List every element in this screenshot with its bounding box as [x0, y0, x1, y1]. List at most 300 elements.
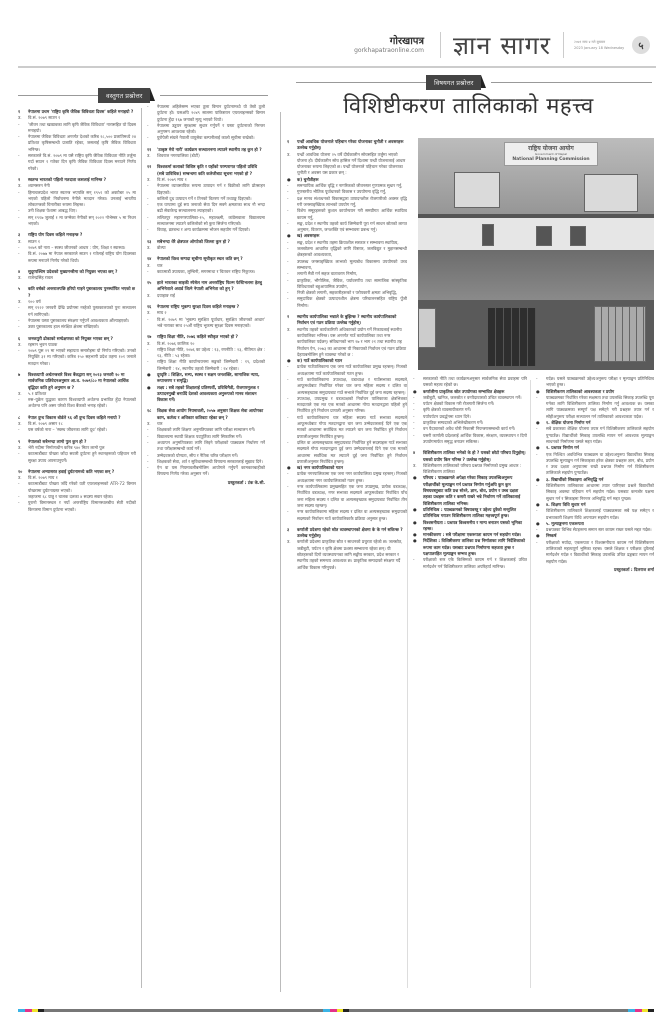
list-item: - जहाजमा ६८ यात्रु र चालक दलका ४ सदस्य सवार रहेका। [18, 494, 114, 500]
header-rule [296, 82, 426, 83]
dash-icon: - [287, 364, 289, 370]
list-item: - सरकारले वि.सं. २०७९ मा यसै राष्ट्रिय कृषि जैविक विविधता नीति तर्जुमा गर्दा साउन १ गतेका दिन कृषि जैविक विविधता दिवस मनाउने निर्णय गरेको। [18, 153, 136, 171]
question: १ नेपालमा प्रथम 'राष्ट्रिय कृषि जैविक विविधता दिवस' कहिले मनाइयो ? [18, 109, 134, 114]
list-item: - सन् १९१७ जुलाई १ मा जन्मेका नेगीको सन् २०२२ नोभेम्बर ५ मा निधन भएको। [18, 214, 136, 227]
dash-icon: - [147, 458, 149, 464]
answer-marker: उ. [18, 390, 22, 396]
list-item: - दक्ष मानव संशाधनको विकासद्वारा उत्पादनशील रोजगारीको अवसर वृद्धि गरी जनसाङ्ख्यिक लाभको उपयोग गर्नु, [287, 195, 407, 207]
dash-icon: - [536, 376, 538, 381]
question-number: १० [18, 468, 23, 474]
list-item: - गुणस्तरीय भौतिक पूर्वाधारको विकास र उपयोगमा वृद्धि गर्नु, [287, 189, 387, 195]
dash-icon: - [287, 296, 289, 302]
list-item: - २०७९ पुस २९ मा भएको सहायता समारोहमा यो निर्णय गरिएको। उनको नियुक्ति ३१ मा गरिएको। करिब १५० सहभागी प्रदेश तहमा १०१ जनाले मतदान गरेका। [18, 348, 136, 366]
header-rule [160, 95, 268, 96]
list-item: - नेपालमा जैविक विविधता अन्तर्गत देशको करिब २८,५०० प्रजातिमध्ये २४ प्रतिशत कृषिसम्बन्धी प्रजाति रहेका, जसलाई कृषि जैविक विविधता भनिन्छ। [18, 134, 136, 152]
window [454, 172, 500, 208]
dash-icon: - [287, 484, 289, 490]
masthead-divider [440, 32, 441, 58]
answer-marker: उ. [147, 310, 151, 316]
subheading-bullet: ● ५. मूल्याङ्कनमा एकरूपता [536, 520, 584, 526]
list-item: - वि.सं. २०७९ मा 'भूकम्प सुरक्षित पूर्वाधार, सुरक्षित जीवनको आधार' भन्ने नाराका साथ २५औं राष्ट्रिय भूकम्प सुरक्षा दिवस मनाइएको। [147, 316, 265, 328]
list-item: - ऐन वा यस नियमावलीबमोजिम आयोगले गर्नुपर्ने कामकारबाहीको विषयमा निर्णय गरेका अनुसार गर्ने। [147, 465, 265, 477]
subheading-bullet: ● ४. शिक्षण विधि सुधार गर्न [536, 501, 586, 507]
list-item: - काठमाडौंबाट पोखरा जाँदै गरेको यती एयरलाइन्सको ATR-72 विमान पोखरामा दुर्घटनाग्रस्त भएको। [18, 481, 136, 493]
question: २ स्वतन्त्र भारतको पहिलो मतदाता कसलाई मानिन्छ ? [18, 176, 107, 182]
window [570, 226, 586, 246]
dash-icon: - [18, 208, 20, 214]
dash-icon: - [147, 268, 149, 274]
list-item: - वन पैदावारको अवैध चोरी निकासी नियन्त्रणसम्बन्धी कार्य गर्ने। [413, 426, 516, 432]
list-item: - सङ्घ, प्रदेश र स्थानीय तहमा क्रियाशील सरकार र सम्भावना स्थायित्व, [287, 239, 399, 245]
dash-icon: - [18, 451, 20, 457]
list-item: - सङ्घ, प्रदेश र स्थानीय तहको कार्य जिम्मेवारी पूरा गर्न साधन स्रोतको लागत अनुमान, वितरण, जनशक्ति एवं सम्भावना प्रबन्ध गर्नु। [287, 220, 407, 233]
list-item: - परीक्षाको मर्यादा, एकरूपता र विश्वसनीयता कायम गर्न विशिष्टीकरण तालिकाको महत्त्वपूर्ण भूमिका रहन्छ। यसले शिक्षक र परीक्षक दुवैलाई मार्गदर्शन गर्दछ र विद्यार्थीको सिकाइ उपलब्धि उचित ढङ्गबाट मापन गर्न सहयोग गर्दछ। [536, 539, 654, 564]
answer-marker: उ. [287, 151, 291, 157]
question: १० नेपालमा अभ्यासरत हवाई दुर्घटनामध्ये कति भएका छन् ? [18, 468, 115, 474]
question-number: २ [287, 314, 290, 320]
question-number: ८ [18, 414, 21, 420]
question-number: २ [18, 176, 21, 182]
question: ५ कति वर्षको अन्तरालपछि हरियो गाइने पुस्तकालय पुनर्स्थापित भएको छ ? [18, 286, 135, 298]
answer-marker: उ. [287, 539, 291, 545]
column-divider [141, 108, 142, 988]
bullet-icon: ● [413, 475, 417, 481]
dash-icon: - [18, 153, 20, 159]
answer-marker: उ. [147, 421, 151, 427]
answer: उ. वि.सं. २०७९ असार १८ [18, 421, 63, 427]
list-item: - पाठ्यक्रमका निर्धारित गरेका सक्षमता तथा उपलब्धि सिकाइ उपलब्धि पूरा गर्नका लागि विशिष्टीकरण तालिका निर्माण गर्नु आवश्यक छ। यसका लागि पाठ्यक्रमका सम्पूर्ण पक्ष समेट्ने गरी प्रश्नहरू तयार गर्न र सोहीअनुरूप परीक्षा सञ्चालन गर्न तालिकाको आवश्यकता पर्दछ। [536, 394, 654, 419]
question-number: १७ [147, 334, 152, 340]
dash-icon: - [147, 135, 149, 141]
answer-marker: उ. [18, 275, 22, 281]
subheading-bullet: ● २. प्रश्नपत्र निर्माण गर्न [536, 445, 579, 451]
dash-icon: - [18, 481, 20, 487]
dash-icon: - [413, 557, 415, 563]
dash-icon: - [413, 420, 415, 426]
dash-icon: - [18, 324, 20, 330]
question: ८ नेपाल दुग्ध विकास बोर्डले ९६ औं दुग्ध दिवस कहिले मनायो ? [18, 414, 121, 420]
list-item: - यसरी कर्णाली प्रदेशलाई आर्थिक विकास, संरक्षण, व्यवस्थापन र दिगो उपयोगमार्फत समृद्ध बनाउन सकिन्छ। [413, 432, 527, 444]
answer-marker: उ. [287, 326, 291, 332]
bullet-icon: ● [413, 538, 417, 544]
subheading-bullet: ● ख) नगर कार्यपालिकाको गठन [287, 465, 343, 471]
bullet-icon: ● [147, 384, 151, 390]
list-item: - एक निश्चित अवधिभित्र पाठ्यक्रम वा उद्देश्यअनुरूप विद्यार्थीका सिकाइ उपलब्धि मूल्याङ्कन गर्न सिकाइका हरेक क्षेत्रका प्रश्नहरू ज्ञान, बोध, प्रयोग र उच्च दक्षता अनुपातमा राखी प्रश्नपत्र निर्माण गर्न विशिष्टीकरण तालिकाले सहयोग पुऱ्याउँछ। [536, 451, 654, 476]
print-registration-bar [18, 1009, 654, 1012]
bullet-icon: ● [287, 176, 291, 182]
left-section-header [18, 88, 268, 103]
dash-icon: - [18, 121, 20, 127]
list-item: - वि.सं. २०७७ मा नेपाल सरकारले साउन १ गतेलाई राष्ट्रिय योग दिवसका रूपमा मनाउने निर्णय गरेको थियो। [18, 251, 136, 263]
dash-icon: - [536, 426, 538, 432]
bullet-icon: ● [536, 533, 540, 539]
subheading-bullet: ● ख) अवसरहरू [287, 233, 320, 239]
right-section-label: विषयगत प्रश्नोत्तर [426, 75, 481, 90]
question: १५ हाले भारतका साइकी स्पेसेल नाम अन्तर्राष्ट्रिय फिल्म फेस्टिभलमा हेतबु अभिनेताले अवार्ड जित्ने नेपाली अभिनेता को हुन् ? [147, 280, 262, 292]
right-column-3 [536, 376, 654, 992]
list-item: - समन्यायिक आर्थिक वृद्धि र नागरिकको जीवनस्तर गुणात्मक सुधार गर्नु, [287, 183, 403, 189]
author-credit: प्रस्तुतकर्ता : टंक के.सी. [227, 479, 265, 485]
left-column-1 [18, 104, 136, 992]
bullet-icon: ● [536, 388, 540, 394]
answer-marker: उ. [147, 292, 151, 298]
dash-icon: - [147, 183, 149, 189]
subheading-bullet: ● लक्ष्य : सबै तहको शिक्षालाई प्रतिस्पर्धी, प्रविधिमैत्री, रोजगारमूलक र उत्पादनमुखी बनाउँदै देशको आवश्यकता अनुरूपको मानव संशाधन विकास गर्ने। [147, 384, 259, 403]
dash-icon: - [287, 509, 289, 515]
bullet-icon: ● [536, 445, 540, 451]
dash-icon: - [18, 305, 20, 311]
answer-marker: उ. [18, 115, 22, 121]
swatch-magenta [330, 1009, 337, 1012]
list-item: - विद्यालयमा स्थायी शिक्षक पदपूर्तिका लागि सिफारिस गर्ने। [147, 433, 243, 439]
masthead-divider [563, 32, 564, 58]
dash-icon: - [413, 426, 415, 432]
window [594, 306, 646, 362]
dash-icon: - [287, 183, 289, 189]
window [584, 174, 638, 212]
dash-icon: - [147, 195, 149, 201]
list-item: - प्राकृतिक सम्पदाको अभिलेखीकरण गर्ने। [413, 420, 484, 426]
list-item: - उपाध्यक्ष, उपप्रमुख र वडाध्यक्षको निर्वाचन पालिकाका क्षेत्रभित्रका मतदाताले एक मत एक मतको आधारमा गोप्य मतदानद्वारा पहिलो हुने निर्वाचित हुने निर्वाचन प्रणाली अनुसार गरिन्छ। [287, 395, 407, 414]
swatch-cyan [18, 1009, 25, 1012]
question: २ स्थानीय कार्यपालिका भन्नाले के बुझिन्छ ? स्थानीय कार्यपालिकाको निर्वाचन एवं गठन प्रक्रिया उल्लेख गर्नुहोस्। [287, 314, 397, 326]
dash-icon: - [287, 220, 289, 226]
list-item: - जडीबुटी, खनिज, जलस्रोत र वनपैदावारको उचित व्यवस्थापन गर्ने। [413, 394, 522, 400]
list-item: - पुरानो विमानस्थल र नयाँ अन्तर्राष्ट्रिय विमानस्थलबीच सेती नदीको किनारमा विमान दुर्घटना भएको। [18, 500, 136, 512]
question: ७ विश्वव्यापी अर्थतन्त्रबारे विश्व बैंकद्वारा सन् २०२३ जनवरी १० मा सार्वजनिक प्रतिवेदनअनुसार आ.व. २०७९/८० मा नेपालको आर्थिक वृद्धिदर कति हुने अनुमान छ ? [18, 371, 129, 390]
answer: उ. स्थानीय तहको कार्यकारिणी अधिकारको प्रयोग गर्ने निकायलाई स्थानीय कार्यपालिका भनिन्छ। यस अन्तर्गत गाउँ कार्यपालिका तथा नगर कार्यपालिका पर्दछन्। संविधानको भाग २७ र भाग २१ तथा स्थानीय तह निर्वाचन ऐन, २०७३ का आधारमा यी निकायको निर्वाचन एवं गठन प्रक्रिया देहायबमोजिम हुने व्यवस्था गरेको छ : [287, 326, 407, 357]
dash-icon: - [18, 494, 20, 500]
list-item: - नेपालमा व्यावसायिक रूपमा उत्पादन गर्न र विक्रीको लागि प्रोत्साहन दिइएको। [147, 183, 265, 195]
answer-marker: उ. [18, 444, 22, 450]
question: १६ नेपालमा राष्ट्रिय भूकम्प सुरक्षा दिवस कहिले मनाइन्छ ? [147, 304, 240, 310]
dash-icon: - [147, 359, 149, 365]
column-divider [530, 380, 531, 988]
list-item: - पर्यापर्यटन प्रवर्द्धनमा ध्यान दिने। [413, 413, 471, 419]
list-item: - गर्दछ। यसले पाठ्यक्रमको उद्देश्यअनुरूप परीक्षा र मूल्याङ्कन प्रतिनिधित्व भएको हुन्छ। [536, 376, 654, 388]
dash-icon: - [536, 508, 538, 514]
question: ३ कर्णाली प्रदेशमा रहेको स्रोत व्यवस्थापनको क्षेत्रमा के के गर्न सकिन्छ ? उल्लेख गर्नुहोस्। [287, 526, 403, 539]
question: ४ विशिष्टीकरण तालिका भनेको के हो ? यसको छोटो परिचय दिनुहोस्। यसको प्रयोग किन गरिन्छ ? उल्लेख गर्नुहोस्। [413, 450, 526, 462]
dash-icon: - [18, 134, 20, 140]
list-item: - युरोपेली संघले नेपाली वायुसेवा कम्पनीलाई कालो सूचीमा राखेको। [147, 135, 255, 141]
answer-marker: उ. [147, 262, 151, 268]
date-english: 2023 January 18 Wednesday [574, 46, 625, 50]
list-item: - दलित वा अल्पसङ्ख्यक समुदायबाट निर्वाचित हुने सदस्यहरू गाउँ सभाका सदस्यले गोप्य मतदानद्वारा दुई जना उम्मेदवारलाई दिने एक एक मतको आधारमा सर्वाधिक मत ल्याउने दुई जना निर्वाचित हुने निर्वाचन प्रणालीअनुसार निर्वाचित हुन्छन्। [287, 439, 407, 464]
dash-icon: - [287, 439, 289, 445]
list-item: - सरकारको नीति तथा कार्यक्रमअनुसार सार्वजनिक सेवा प्रवाहमा पनि यसको महत्त्व रहेको छ। [413, 376, 527, 388]
header-rule [18, 95, 98, 96]
list-item: - नेपालमा उड्डयन सुरक्षामा सुधार गर्नुपर्ने र यस्ता दुर्घटनाको निरन्तर अनुगमन आवश्यक रहेको। [147, 122, 265, 135]
question-number: १ [287, 139, 290, 144]
list-item: - विशिष्टीकरण तालिकाका आधारमा तयार पारिएका प्रश्नले विद्यार्थीको सिकाइ अवस्था पहिचान गर्न सहयोग गर्दछ। यसबाट कमजोर पक्षमा सुधार गर्न र सिकाइमा निरन्तर अभिवृद्धि गर्न मद्दत पुग्दछ। [536, 483, 654, 501]
answer: उ. पन्ध्रौं आवधिक योजना २५ वर्षे दीर्घकालीन सोचसहित तर्जुमा भएको योजना हो। दीर्घकालीन सोच हासिल गर्ने दिशामा पन्ध्रौं योजनालाई आधार योजनाका रूपमा लिइएको छ। पन्ध्रौं योजनाले पहिचान गरेका योजनाका चुनौती र अवसर यस प्रकार छन् : [287, 151, 406, 176]
answer-marker: उ. [18, 299, 22, 305]
subheading-bullet: ● दूरदृष्टि : शिक्षित, सभ्य, स्वस्थ र सक्षम जनशक्ति, सामाजिक न्याय, रूपान्तरण र समृद्धि। [147, 371, 260, 384]
dash-icon: - [413, 376, 415, 381]
dash-icon: - [287, 208, 289, 214]
question-number: ६ [18, 335, 21, 341]
answer: उ. रहमान भुवन पाठक [18, 341, 58, 347]
list-item: - उनी शिक्षक पेशामा आबद्ध थिए। [18, 208, 77, 214]
question-number: १६ [147, 304, 152, 310]
list-item: - शिक्षकको लागि शिक्षण अनुमतिपत्रका लागि परीक्षा सञ्चालन गर्ने। [147, 427, 256, 433]
question-number: १ [18, 109, 21, 114]
brand-block [354, 36, 424, 55]
answer: उ. विशिष्टीकरण तालिकाको परिचय प्रश्नपत्र निर्माणको प्रमुख आधार : विशिष्टीकरण तालिका [413, 462, 522, 475]
dash-icon: - [536, 394, 538, 400]
list-item: - नगर कार्यपालिकामा प्रमुखसहित एक जना उपप्रमुख, प्रत्येक वडाध्यक्ष, निर्वाचित वडाध्यक्ष, नगर सभाका सदस्यले आफूमध्येबाट निर्वाचित पाँच जना महिला सदस्य र दलित वा अल्पसङ्ख्यक समुदायबाट निर्वाचित तीन जना सदस्य रहन्छन्। [287, 484, 407, 508]
question-number: ३ [287, 526, 290, 532]
wall-panel [418, 308, 436, 348]
answer: उ. वि.सं. २०७९ माघ १ [18, 475, 58, 481]
list-item: - नेपालमा यस्ता पुस्तकालय संरक्षण गर्नुपर्ने आवश्यकता औंल्याइएको। [18, 317, 130, 323]
answer-marker: उ. [18, 421, 22, 427]
subheading-bullet: ● विश्वसनीयता : प्रश्नपत्र विश्वसनीय र मान्य बनाउन यसको भूमिका रहन्छ। [413, 519, 522, 531]
dash-icon: - [18, 251, 20, 257]
subheading-bullet: ● निष्कर्ष [536, 533, 557, 539]
rule-bar [349, 1009, 628, 1012]
list-item: - राष्ट्रिय शिक्षा नीति कार्यान्वयनमा सङ्घको जिम्मेवारी : १९, प्रदेशको जिम्मेवारी : १४, स्थानीय तहको जिम्मेवारी : २४ रहेका। [147, 359, 265, 371]
list-item: - लगानी मैत्री गर्न सहज वातावरण निर्माण, [287, 271, 358, 277]
dash-icon: - [18, 397, 20, 403]
list-item: - उपलब्ध जनसाङ्ख्यिक लाभको मूल्यबोध विकासमा उपयोगको उच्च सम्भावना, [287, 258, 407, 270]
subheading-bullet: ● परिचय : पाठ्यक्रमले अपेक्षा गरेका सिकाइ उपलब्धिअनुरूप परीक्षार्थीको मूल्याङ्कन गर्न प्रश्नपत्र निर्माण गर्नुअघि कुन कुन विषयवस्तुबाट कति प्रश्न सोध्ने, ज्ञान, बोध, प्रयोग र उच्च दक्षता तहका प्रश्नहरू कति र कसरी राख्ने भन्ने निर्धारण गर्ने तालिकालाई विशिष्टीकरण तालिका भनिन्छ। [413, 475, 521, 506]
dash-icon: - [147, 214, 149, 220]
question: १३ सबैभन्दा धेरै क्षेत्रफल ओगटेको जिल्ला कुन हो ? [147, 238, 230, 244]
list-item: - प्राकृतिक, भौगोलिक, जैविक, पर्यावरणीय तथा सामाजिक सांस्कृतिक विविधताको बहुआयामिक उपयोग, [287, 277, 407, 289]
dash-icon: - [147, 202, 149, 208]
dash-icon: - [287, 395, 289, 401]
question-number: ३ [18, 232, 21, 238]
list-item: - सबै प्रकारका शैक्षिक योजना तयार गर्न विशिष्टीकरण तालिकाले सहयोग पुऱ्याउँछ। विद्यार्थीको सिकाइ उपलब्धि मापन गर्न आवश्यक मूल्याङ्कन साधनको निर्माणमा यसले मद्दत गर्दछ। [536, 426, 654, 444]
answer: उ. भेरी नदीमा निर्माणाधीन करिब ९४० मिटर लामो पुल [18, 444, 105, 450]
dash-icon: - [147, 452, 149, 458]
dash-icon: - [287, 189, 289, 195]
question-number: ११ [147, 146, 152, 152]
bullet-icon: ● [147, 371, 151, 377]
dash-icon: - [147, 427, 149, 433]
dash-icon: - [147, 227, 149, 233]
list-item: - राष्ट्रिय शिक्षा नीति, २०७६ का उद्देश्य : १३, रणनीति : २३, नीतिगत क्षेत्र : १३, नीति : ५३ रहेका। [147, 346, 265, 359]
list-item: - उम्मेदवारको योग्यता, सीप र नैतिक चरित्र परीक्षण गर्ने। [147, 452, 239, 458]
dash-icon: - [413, 413, 415, 419]
list-item: - नेपालमा अहिलेसम्म भएका ठूला विमान दुर्घटनामध्ये यो तेस्रो ठूलो दुर्घटना हो। यसअघि २०४९ सालमा पाकिस्तान एयरलाइन्सको विमान दुर्घटना हुँदा १६७ जनाको मृत्यु भएको थियो। [147, 104, 265, 122]
question: ३ राष्ट्रिय योग दिवस कहिले मनाइन्छ ? [18, 232, 83, 238]
subheading-bullet: ● मानकीकरण : सबै परीक्षामा एकरूपता कायम गर्न सहयोग गर्दछ। [413, 532, 522, 538]
list-item: - शिक्षकको सेवा, शर्त र सुविधासम्बन्धी विषयमा सरकारलाई सुझाव दिने। [147, 458, 263, 464]
answer-marker: उ. [18, 183, 22, 189]
list-item: - प्रत्येक नगरपालिकामा एक जना नगर कार्यपालिका प्रमुख रहन्छन्। निजको अध्यक्षतामा नगर कार्यपालिकाको गठन हुन्छ। [287, 471, 407, 483]
list-item: - यस वर्षको नारा – 'स्वस्थ जीवनका लागि दूध' रहेको। [18, 427, 107, 433]
dash-icon: - [18, 427, 20, 433]
list-item: - समुदायिक क्षेत्रको उत्पादनशील क्षेत्रमा परिचालनसहित राष्ट्रिय पुँजी निर्माण। [287, 296, 407, 308]
article-headline: विशिष्टीकरण तालिकाको महत्त्व [343, 94, 594, 119]
list-item: - जलस्रोतमा आधारित वृद्धिको लागि विस्तार, जलविद्युत र मुहानसम्बन्धी क्षेत्रहरूको आवश्यकता, [287, 246, 407, 258]
list-item: - प्रत्येक गाउँपालिकामा एक जना गाउँ कार्यपालिका प्रमुख रहन्छन्। निजको अध्यक्षतामा गाउँ कार्यपालिकाको गठन हुन्छ। [287, 364, 407, 376]
dash-icon: - [147, 439, 149, 445]
answer: उ. शिवराज नगरपालिका (डोटी) [147, 153, 200, 159]
list-item: - अध्यापन अनुमतिपत्रका लागि लिइने परीक्षाको पाठ्यक्रम निर्धारण गर्ने तथा परीक्षासम्बन्धी कार्य गर्ने। [147, 439, 265, 452]
answer: उ. दयाहाङ राई [147, 292, 175, 298]
dash-icon: - [147, 433, 149, 439]
list-item: - एक घण्टामा दुई सय जनाको सेवा दिन सक्ने क्षमताका साथ नौ भन्दा बढी सेवाकेन्द्र सञ्चालनमा ल्याइएको। [147, 202, 265, 214]
subheading-bullet: ● ३. विद्यार्थीको सिकाइमा अभिवृद्धि गर्न [536, 476, 604, 482]
list-item: - विशेष समूहहरूको कुशल कार्यान्वयन गरी समग्रीगत आर्थिक स्थायित्व कायम गर्नु, [287, 208, 407, 220]
question: १८ शिक्षक सेवा आयोग नियमावली, २०५७ अनुसार शिक्षक सेवा आयोगका काम, कर्तव्य र अधिकार कतिवटा रहेका छन् ? [147, 408, 264, 420]
bullet-icon: ● [536, 501, 540, 507]
list-item: - गाउँ कार्यपालिकामा उपाध्यक्ष, वडाध्यक्ष र गाउँसभाका सदस्यले आफूमध्येबाट निर्वाचित गरेका चार जना महिला सदस्य र दलित वा अल्पसङ्ख्यक समुदायबाट गाउँ सभाले निर्वाचित दुई जना सदस्य रहन्छन्। [287, 376, 407, 395]
answer-marker: उ. [147, 153, 151, 159]
rule-bar [44, 1009, 323, 1012]
subheading-bullet: ● प्रतिनिधित्व : पाठ्यक्रमको विषयवस्तु र उद्देश्य दुवैको सन्तुलित प्रतिनिधित्व गराउन विशिष्टीकरण तालिका महत्त्वपूर्ण हुन्छ। [413, 506, 516, 519]
answer: उ. डोल्पा [147, 244, 166, 250]
list-item: - निजी क्षेत्रको लगानी, सहकारीहरूको र परोपकारी क्षमता अभिवृद्धि, [287, 290, 398, 296]
answer-marker: उ. [147, 340, 151, 346]
answer-marker: उ. [18, 238, 22, 244]
list-item: - प्रश्नपत्रका विभिन्न सेटहरूमा समान स्तर कायम राख्न यसले मद्दत गर्दछ। [536, 527, 652, 533]
masthead-rule [18, 66, 656, 68]
dash-icon: - [287, 246, 289, 252]
question-number: १५ [147, 280, 152, 286]
bullet-icon: ● [536, 476, 540, 482]
bullet-icon: ● [536, 520, 540, 526]
dash-icon: - [413, 394, 415, 400]
subheading-bullet: ● क) चुनौतीहरू [287, 176, 319, 182]
door [488, 308, 536, 366]
answer: उ. चार [147, 421, 163, 427]
dash-icon: - [287, 471, 289, 477]
page-title: ज्ञान सागर [453, 31, 551, 60]
bullet-icon: ● [413, 388, 417, 394]
dash-icon: - [413, 432, 415, 438]
list-item: - काठमाडौंबाट पोखरा जाँदा सवारी दुर्घटना हुने स्थानहरूको पहिचान गरी सुरक्षा उपाय अपनाउनुपर्ने। [18, 451, 136, 463]
answer-marker: उ. [18, 341, 22, 347]
masthead [270, 28, 650, 62]
building-sign: राष्ट्रिय योजना आयोग Government of Nepal National Planning Commission [504, 142, 598, 166]
dash-icon: - [536, 539, 538, 545]
dash-icon: - [18, 500, 20, 506]
dash-icon: - [536, 527, 538, 533]
dash-icon: - [287, 290, 289, 296]
question-number: १३ [147, 238, 152, 244]
dash-icon: - [287, 376, 289, 382]
bullet-icon: ● [413, 532, 417, 538]
list-item: - पर्यटन क्षेत्रको विकास गरी रोजगारी सिर्जना गर्ने। [413, 401, 495, 407]
awning [418, 250, 654, 300]
list-item: - विशिष्टीकरण तालिकाले शिक्षकलाई पाठ्यक्रमका सबै पक्ष समेट्न र प्रभावकारी शिक्षण विधि अपनाउन सहयोग गर्दछ। [536, 508, 654, 520]
dash-icon: - [536, 451, 538, 457]
right-section-header [296, 75, 652, 90]
dash-icon: - [147, 346, 149, 352]
dash-icon: - [147, 465, 149, 471]
list-item: - सन् १९२२ जनवरी देखि प्रयोगमा नरहेको पुस्तकालयको पुनः सञ्चालन गर्न लागिएको। [18, 305, 136, 317]
list-item: - कलिलो दूध उत्पादन गर्ने र तिनको वितरण गर्ने तथ्याङ्क दिइएको। [147, 195, 252, 201]
brand-url[interactable]: gorkhapatraonline.com [354, 46, 424, 54]
question: ११ 'उत्कृष्ट मेरो नारी' कार्यक्रम सञ्चालनमा ल्याउने स्थानीय तह कुन हो ? [147, 146, 262, 152]
question-number: ५ [18, 286, 21, 292]
window [536, 226, 552, 246]
answer: उ. वि.सं. २०७९ साउन १ [18, 115, 61, 121]
answer-marker: उ. [18, 475, 22, 481]
dash-icon: - [287, 414, 289, 420]
subheading-bullet: ● १. शैक्षिक योजना निर्माण गर्न [536, 420, 591, 426]
question-number: १८ [147, 408, 152, 414]
dash-icon: - [147, 122, 149, 128]
dash-icon: - [287, 239, 289, 245]
list-item: - गाउँ कार्यपालिकामा चार महिला सदस्य गाउँ सभाका सदस्यले आफूमध्येबाट गोप्य मतदानद्वारा चार जना उम्मेदवारलाई दिने एक एक मतको आधारमा सर्वाधिक मत ल्याउने चार जना निर्वाचित हुने निर्वाचन प्रणालीअनुसार निर्वाचित हुन्छन्। [287, 414, 407, 439]
dash-icon: - [147, 316, 149, 322]
brand-name: गोरखापत्र [389, 35, 424, 47]
question: ४ सुदूरपश्चिम प्रदेशको मुख्यमन्त्रीमा को नियुक्त भएका छन् ? [18, 268, 118, 274]
answer: उ. ५.१ प्रतिशत [18, 390, 47, 396]
question-number: १२ [147, 164, 152, 170]
subheading-bullet: ● कर्णालीमा प्राकृतिक स्रोत उपयोगका सम्भावित क्षेत्रहरू [413, 388, 505, 394]
dash-icon: - [18, 348, 20, 354]
dateline [574, 39, 626, 51]
answer-marker: उ. [147, 176, 151, 182]
page-number-badge: ५ [632, 36, 650, 54]
dash-icon: - [413, 401, 415, 407]
bullet-icon: ● [413, 519, 417, 525]
dash-icon: - [287, 258, 289, 264]
dash-icon: - [287, 277, 289, 283]
subheading-bullet: ● निर्देशिका : विशिष्टीकरण तालिका प्रश्न निर्माताका लागि निर्देशिकाको रूपमा काम गर्दछ। यसबाट प्रश्नपत्र निर्माणमा सहजता हुन्छ र पक्षपातरहित मूल्याङ्कन सम्भव हुन्छ। [413, 538, 525, 557]
subheading-bullet: ● क) गाउँ कार्यपालिकाको गठन [287, 358, 343, 364]
list-item: - कृषि क्षेत्रको व्यवसायीकरण गर्ने। [413, 407, 472, 413]
question: १ पन्ध्रौं आवधिक योजनाले पहिचान गरेका योजनाका चुनौती र अवसरहरू उल्लेख गर्नुहोस्। [287, 139, 404, 151]
swatch-black [648, 1009, 654, 1012]
bullet-icon: ● [287, 358, 291, 364]
list-item: - नगर कार्यपालिकामा महिला सदस्य र दलित वा अल्पसङ्ख्यक समुदायको सदस्यको निर्वाचन गाउँ कार्यपालिकाकै प्रक्रिया अनुसार हुन्छ। [287, 509, 407, 521]
left-column-2 [147, 104, 265, 992]
list-item: - रुस–युक्रेन युद्धका कारण विश्वव्यापी अर्थतन्त्र प्रभावित हुँदा नेपालको अर्थतन्त्र पनि असर परेको विश्व बैंकको भनाइ रहेको। [18, 397, 136, 409]
list-item: - २०७९ को नारा – स्वस्थ जीवनको आधार : योग, शिक्षा र स्वास्थ्य। [18, 244, 126, 250]
answer-marker: उ. [413, 462, 417, 468]
dash-icon: - [18, 244, 20, 250]
left-section-label: वस्तुगत प्रश्नोत्तर [98, 88, 150, 103]
list-item: - काठमाडौं उपत्यका, लुम्बिनी, सगरमाथा र चितवन राष्ट्रिय निकुञ्ज। [147, 268, 256, 274]
answer: उ. चार [147, 262, 163, 268]
question: १७ राष्ट्रिय शिक्षा नीति, २०७६ कहिले स्वीकृत भएको हो ? [147, 334, 238, 340]
date-nepali: २०७९ माघ ४ गते बुधवार [574, 40, 606, 44]
article-photo [418, 138, 654, 370]
swatch-cyan [628, 1009, 635, 1012]
list-item: - विवाह, व्रतबन्ध र अन्य कार्यक्रममा भोजन सहयोग गर्ने दिएको। [147, 227, 251, 233]
dash-icon: - [287, 271, 289, 277]
column-divider [407, 380, 408, 988]
list-item: - उक्त पुस्तकालय हाल संरक्षित क्षेत्रमा राखिएको। [18, 324, 100, 330]
list-item: - परीक्षाको स्तर एकै किसिमको कायम गर्न र शिक्षकलाई उचित मार्गदर्शन गर्न विशिष्टीकरण तालिका अपरिहार्य मानिन्छ। [413, 557, 527, 569]
dash-icon: - [18, 189, 20, 195]
question: १४ नेपालको विश्व सम्पदा सूचीमा सूचीकृत स्थल कति छन् ? [147, 256, 243, 262]
header-rule [491, 82, 652, 83]
question: ९ नेपालको सबैभन्दा लामो पुल कुन हो ? [18, 438, 87, 444]
window [482, 224, 494, 246]
bullet-icon: ● [536, 420, 540, 426]
swatch-magenta [635, 1009, 642, 1012]
answer: उ. माघ २ [147, 310, 167, 316]
answer: उ. साउन १ [18, 238, 41, 244]
dash-icon: - [413, 407, 415, 413]
question-number: ४ [18, 268, 21, 274]
answer: उ. कर्णाली प्रदेशमा प्राकृतिक स्रोत र साधनको प्रचुरता रहेको छ। जलस्रोत, जडीबुटी, पर्यटन र कृषि क्षेत्रमा प्रशस्त सम्भावना रहेका छन्। यी स्रोतहरूको दिगो व्यवस्थापनका लागि सङ्घीय सरकार, प्रदेश सरकार र स्थानीय तहको समन्वय आवश्यक छ। प्राकृतिक सम्पदाको संरक्षण गर्दै आर्थिक विकास गरिनुपर्छ। [287, 539, 403, 570]
dash-icon: - [287, 195, 289, 201]
list-item: - हिमाचलप्रदेश भारत स्वतन्त्र भएपछि सन् १९५१ को अक्टोबर २५ मा भएको पहिलो निर्वाचनमा नेगीले मतदान गरेका। उनलाई भारतीय लोकतन्त्रको चिनारीका रूपमा लिइन्छ। [18, 189, 136, 208]
right-column-2 [413, 376, 527, 992]
answer-marker: उ. [147, 244, 151, 250]
answer: उ. १०० वर्ष [18, 299, 41, 305]
